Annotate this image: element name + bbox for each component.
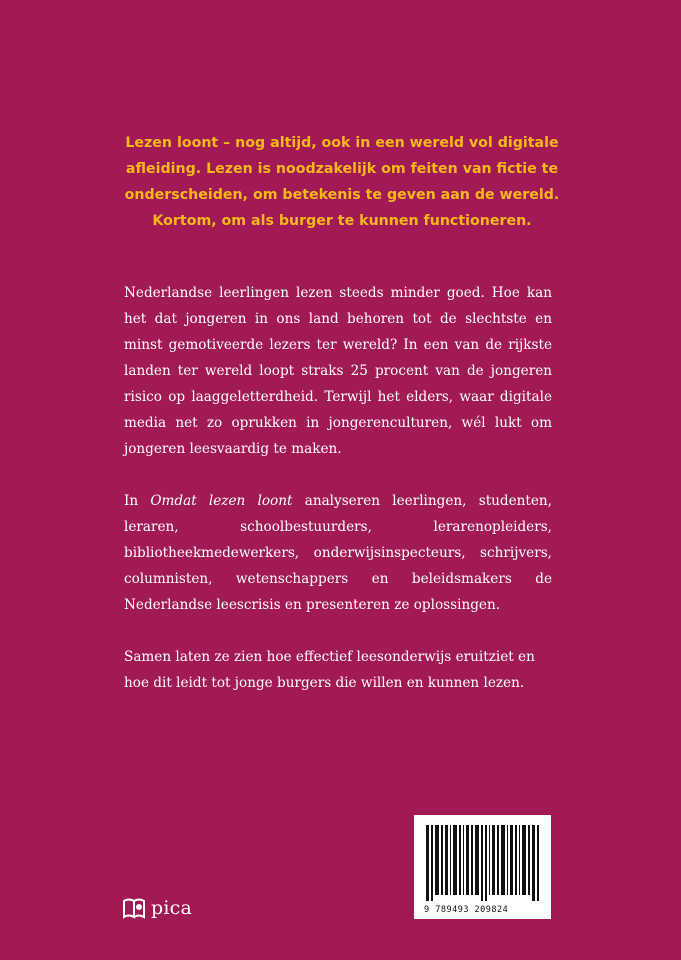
intro-text: Lezen loont – nog altijd, ook in een wereld vol digitale afleiding. Lezen is noodzakelijk om feiten van fictie te onderscheiden, om betekenis te geven aan de wereld. Kortom, om als burger te kunnen functioneren. xyxy=(124,135,560,229)
paragraph-2-rest: analyseren leerlingen, studenten, leraren, schoolbestuurders, lerarenopleiders, bibliotheekmedewerkers, onderwijsinspecteurs, schrijvers, columnisten, wetenschappers en beleidsmakers de Nederlandse leescrisis en presenteren ze oplossingen. xyxy=(124,493,553,613)
paragraph-3: Samen laten ze zien hoe effectief leesonderwijs eruitziet en hoe dit leidt tot jonge burgers die willen en kunnen lezen. xyxy=(124,649,535,691)
body-text xyxy=(124,280,552,722)
paragraph-2 xyxy=(124,488,552,618)
barcode-digits: 9 789493 209824 xyxy=(424,905,509,915)
publisher-logo xyxy=(122,897,192,919)
barcode-bars xyxy=(426,825,541,901)
paragraph-1: Nederlandse leerlingen lezen steeds minder goed. Hoe kan het dat jongeren in ons land behoren tot de slechtste en minst gemotiveerde lezers ter wereld? In een van de rijkste landen ter wereld loopt straks 25 procent van de jongeren risico op laaggeletterdheid. Terwijl het elders, waar digitale media net zo oprukken in jongerenculturen, wél lukt om jongeren leesvaardig te maken. xyxy=(124,285,552,457)
pica-logo-icon xyxy=(122,897,146,919)
book-title: Omdat lezen loont xyxy=(150,493,293,509)
isbn-barcode xyxy=(414,815,551,919)
paragraph-2-prefix: In xyxy=(124,493,151,509)
publisher-name: pica xyxy=(151,897,193,919)
